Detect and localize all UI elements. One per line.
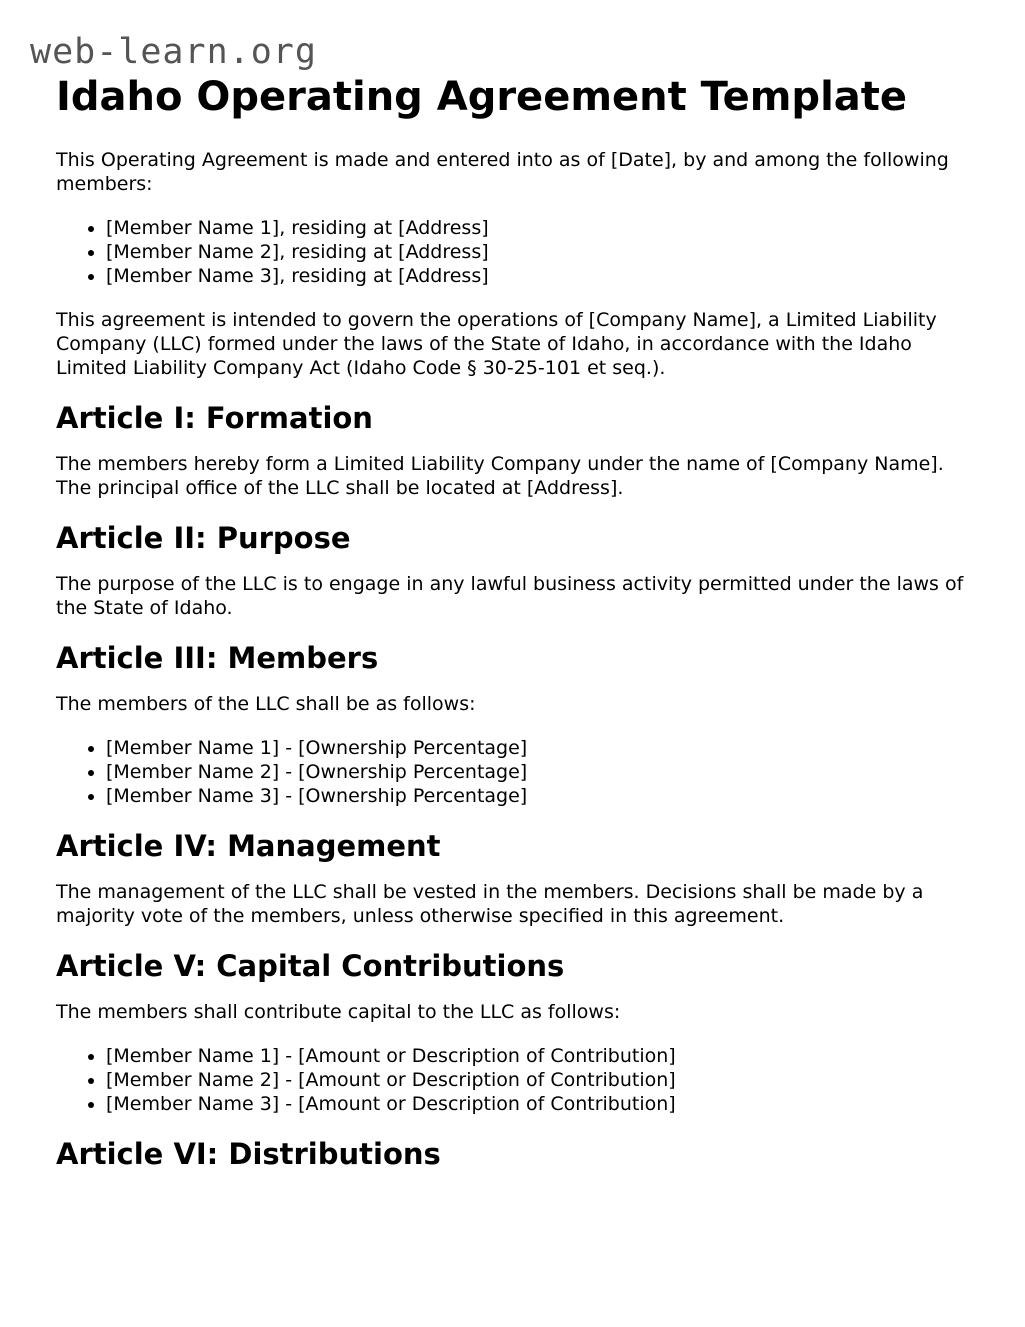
article-heading: Article IV: Management bbox=[56, 829, 441, 863]
list-item: • [Member Name 2] - [Ownership Percentage] bbox=[106, 760, 976, 784]
document-title: Idaho Operating Agreement Template bbox=[56, 74, 908, 120]
intro-paragraph: This Operating Agreement is made and entered into as of [Date], by and among the following members: bbox=[56, 149, 949, 195]
contribution-list bbox=[56, 1044, 976, 1116]
article-text: The purpose of the LLC is to engage in any lawful business activity permitted under the laws of the State of Idaho. bbox=[56, 573, 964, 619]
article-text: The members shall contribute capital to the LLC as follows: bbox=[56, 1001, 621, 1023]
ownership-list bbox=[56, 736, 976, 808]
article-capital bbox=[56, 948, 976, 1116]
purpose-statement: This agreement is intended to govern the operations of [Company Name], a Limited Liability Company (LLC) formed under the laws of the State of Idaho, in accordance with the Idaho Limited Liability Company Act (Idaho Code § 30-25-101 et seq.). bbox=[56, 309, 937, 379]
watermark: web-learn.org bbox=[30, 32, 317, 72]
article-members bbox=[56, 640, 976, 808]
article-distributions bbox=[56, 1136, 976, 1172]
list-item: • [Member Name 3], residing at [Address] bbox=[106, 264, 976, 288]
article-heading: Article VI: Distributions bbox=[56, 1137, 441, 1171]
article-heading: Article I: Formation bbox=[56, 401, 373, 435]
document-body bbox=[56, 72, 976, 1188]
list-item: • [Member Name 1] - [Amount or Description of Contribution] bbox=[106, 1044, 976, 1068]
list-item: • [Member Name 3] - [Amount or Description of Contribution] bbox=[106, 1092, 976, 1116]
list-item: • [Member Name 1], residing at [Address] bbox=[106, 216, 976, 240]
list-item: • [Member Name 2] - [Amount or Description of Contribution] bbox=[106, 1068, 976, 1092]
article-text: The members hereby form a Limited Liability Company under the name of [Company Name]. The principal office of the LLC shall be located at [Address]. bbox=[56, 453, 944, 499]
article-formation bbox=[56, 400, 976, 500]
list-item: • [Member Name 2], residing at [Address] bbox=[106, 240, 976, 264]
list-item: • [Member Name 3] - [Ownership Percentage] bbox=[106, 784, 976, 808]
article-management bbox=[56, 828, 976, 928]
article-heading: Article II: Purpose bbox=[56, 521, 351, 555]
article-purpose bbox=[56, 520, 976, 620]
article-text: The members of the LLC shall be as follows: bbox=[56, 693, 476, 715]
intro-member-list bbox=[56, 216, 976, 288]
article-heading: Article V: Capital Contributions bbox=[56, 949, 565, 983]
article-heading: Article III: Members bbox=[56, 641, 379, 675]
article-text: The management of the LLC shall be vested in the members. Decisions shall be made by a majority vote of the members, unless otherwise specified in this agreement. bbox=[56, 881, 924, 927]
list-item: • [Member Name 1] - [Ownership Percentage] bbox=[106, 736, 976, 760]
